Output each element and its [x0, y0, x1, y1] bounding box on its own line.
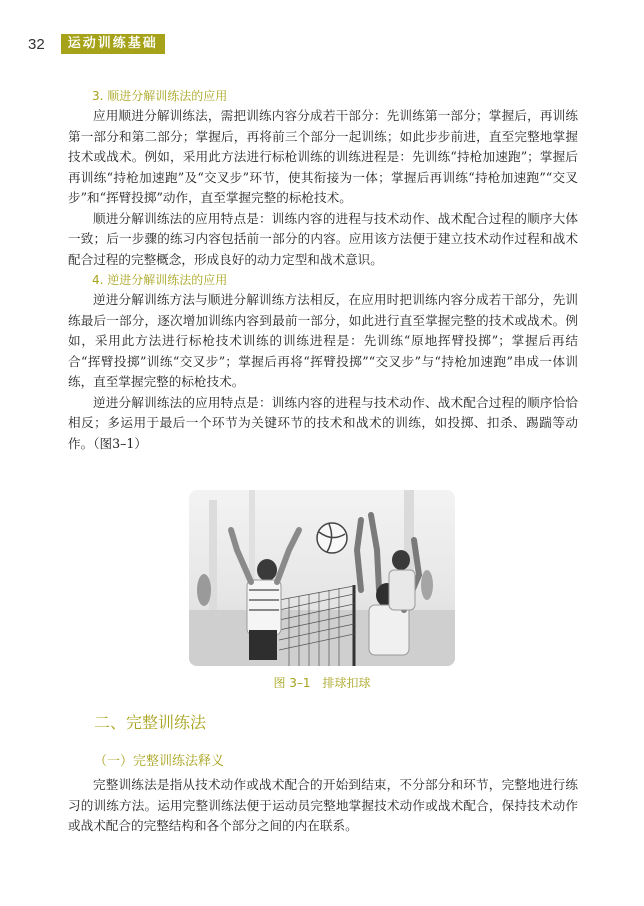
volleyball-spike-photo: [189, 490, 455, 666]
figure-caption: 图 3–1 排球扣球: [273, 676, 371, 690]
page-number: 32: [28, 35, 45, 53]
book-title: 运动训练基础: [61, 34, 165, 54]
section-4-heading: 4. 逆进分解训练法的应用: [92, 273, 228, 287]
section-3-paragraph-2: 顺进分解训练法的应用特点是：训练内容的进程与技术动作、战术配合过程的顺序大体一致；后一步骤的练习内容包括前一部分的内容。应用该方法便于建立技术动作过程和战术配合过程的完整概念，形成良好的动力定型和战术意识。: [68, 210, 578, 267]
section-heading-complete-training: 二、完整训练法: [94, 713, 207, 732]
complete-training-paragraph: 完整训练法是指从技术动作或战术配合的开始到结束，不分部分和环节，完整地进行练习的训练方法。运用完整训练法便于运动员完整地掌握技术动作或战术配合，保持技术动作或战术配合的完整结构和各个部分之间的内在联系。: [68, 777, 578, 833]
page-header: [28, 34, 165, 54]
section-4-paragraph-1: 逆进分解训练方法与顺进分解训练方法相反，在应用时把训练内容分成若干部分，先训练最后一部分，逐次增加训练内容到最前一部分，如此进行直至掌握完整的技术或战术。例如，采用此方法进行标枪技术训练的训练进程是：先训练“原地挥臂投掷”；掌握后再结合“挥臂投掷”训练“交叉步”；掌握后再将“挥臂投掷”“交叉步”与“持枪加速跑”串成一体训练，直至掌握完整的标枪技术。: [68, 292, 578, 389]
section-3-paragraph-1: 应用顺进分解训练法，需把训练内容分成若干部分：先训练第一部分；掌握后，再训练第一部分和第二部分；掌握后，再将前三个部分一起训练；如此步步前进，直至完整地掌握技术或战术。例如，采用此方法进行标枪训练的训练进程是：先训练“持枪加速跑”；掌握后再训练“持枪加速跑”及“交叉步”环节，使其衔接为一体；掌握后再训练“持枪加速跑”“交叉步”和“挥臂投掷”动作，直至掌握完整的标枪技术。: [68, 108, 578, 205]
section-4-paragraph-2: 逆进分解训练法的应用特点是：训练内容的进程与技术动作、战术配合过程的顺序恰恰相反；多运用于最后一个环节为关键环节的技术和战术的训练，如投掷、扣杀、踢踹等动作。（图3–1）: [68, 394, 578, 451]
main-text-upper: [68, 86, 578, 454]
subsection-heading-definition: （一）完整训练法释义: [94, 754, 225, 769]
section-3-heading: 3. 顺进分解训练法的应用: [92, 89, 228, 103]
main-text-lower: [68, 775, 578, 837]
